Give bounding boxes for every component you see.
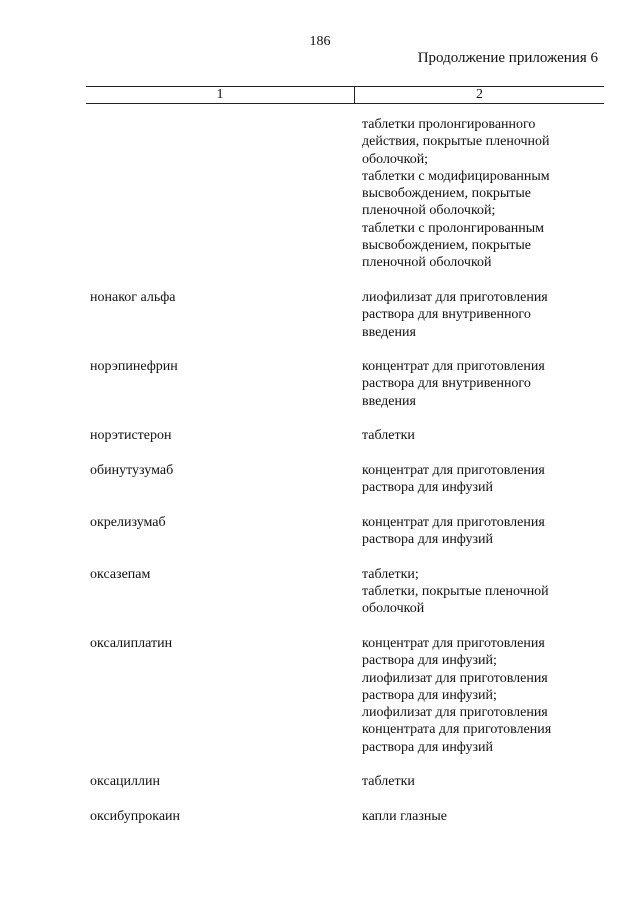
dosage-form-line: лиофилизат для приготовления <box>362 705 548 721</box>
dosage-form-line: таблетки пролонгированного <box>362 117 536 132</box>
dosage-form-cell <box>362 635 602 756</box>
drug-name: норэтистерон <box>90 428 172 444</box>
table-row <box>0 116 640 272</box>
dosage-form-cell <box>362 427 602 444</box>
dosage-form-line: лиофилизат для приготовления <box>362 670 548 686</box>
dosage-form-line: раствора для инфузий <box>362 532 494 548</box>
drug-name: окрелизумаб <box>90 514 166 530</box>
dosage-form-line: концентрат для приготовления <box>362 462 545 478</box>
dosage-form-line: введения <box>362 393 416 409</box>
table-body <box>0 116 640 825</box>
drug-name: оксалиплатин <box>90 635 173 651</box>
dosage-form-line: действия, покрытые пленочной <box>362 134 550 150</box>
dosage-form-line: концентрат для приготовления <box>362 514 545 530</box>
dosage-form-cell <box>362 808 602 825</box>
dosage-form-line: таблетки <box>362 428 415 444</box>
page-number: 186 <box>309 34 331 49</box>
dosage-form-line: капли глазные <box>362 808 447 824</box>
dosage-form-line: оболочкой <box>362 601 425 617</box>
dosage-form-line: таблетки с пролонгированным <box>362 220 545 236</box>
dosage-form-line: концентрата для приготовления <box>362 722 552 738</box>
drug-name: оксазепам <box>90 566 151 582</box>
table-row <box>0 635 640 756</box>
dosage-form-line: концентрат для приготовления <box>362 635 545 651</box>
table-row <box>0 289 640 341</box>
table-row <box>0 358 640 410</box>
table-row <box>0 566 640 618</box>
table-row <box>0 808 640 825</box>
dosage-form-cell <box>362 462 602 497</box>
dosage-form-cell <box>362 289 602 341</box>
dosage-form-cell <box>362 566 602 618</box>
dosage-form-line: концентрат для приготовления <box>362 359 545 375</box>
dosage-form-line: раствора для внутривенного <box>362 376 531 392</box>
continuation-caption: Продолжение приложения 6 <box>417 50 598 66</box>
dosage-form-line: пленочной оболочкой; <box>362 203 496 219</box>
dosage-form-line: таблетки; <box>362 566 419 582</box>
dosage-form-line: таблетки <box>362 774 415 790</box>
dosage-form-line: таблетки с модифицированным <box>362 168 550 184</box>
dosage-form-line: раствора для инфузий <box>362 739 494 755</box>
dosage-form-cell <box>362 514 602 549</box>
column-2-header: 2 <box>476 87 483 102</box>
drug-name: оксибупрокаин <box>90 808 181 824</box>
dosage-form-line: пленочной оболочкой <box>362 255 492 271</box>
dosage-form-line: раствора для инфузий <box>362 480 494 496</box>
dosage-form-line: раствора для внутривенного <box>362 307 531 323</box>
drug-name: нонаког альфа <box>90 289 176 305</box>
drug-name: норэпинефрин <box>90 359 178 375</box>
dosage-form-line: высвобождением, покрытые <box>362 186 532 202</box>
table-row <box>0 427 640 444</box>
table-row <box>0 514 640 549</box>
dosage-form-line: высвобождением, покрытые <box>362 238 532 254</box>
dosage-form-line: введения <box>362 324 416 340</box>
dosage-form-line: раствора для инфузий; <box>362 653 497 669</box>
dosage-form-line: оболочкой; <box>362 151 429 167</box>
table-header <box>86 86 604 104</box>
drug-name: оксациллин <box>90 774 160 790</box>
column-1-header: 1 <box>216 87 224 102</box>
table-row <box>0 773 640 790</box>
dosage-form-cell <box>362 773 602 790</box>
dosage-form-line: таблетки, покрытые пленочной <box>362 584 549 600</box>
table-row <box>0 462 640 497</box>
dosage-form-cell <box>362 116 602 272</box>
dosage-form-line: раствора для инфузий; <box>362 687 497 703</box>
dosage-form-cell <box>362 358 602 410</box>
dosage-form-line: лиофилизат для приготовления <box>362 289 548 305</box>
drug-name: обинутузумаб <box>90 462 174 478</box>
